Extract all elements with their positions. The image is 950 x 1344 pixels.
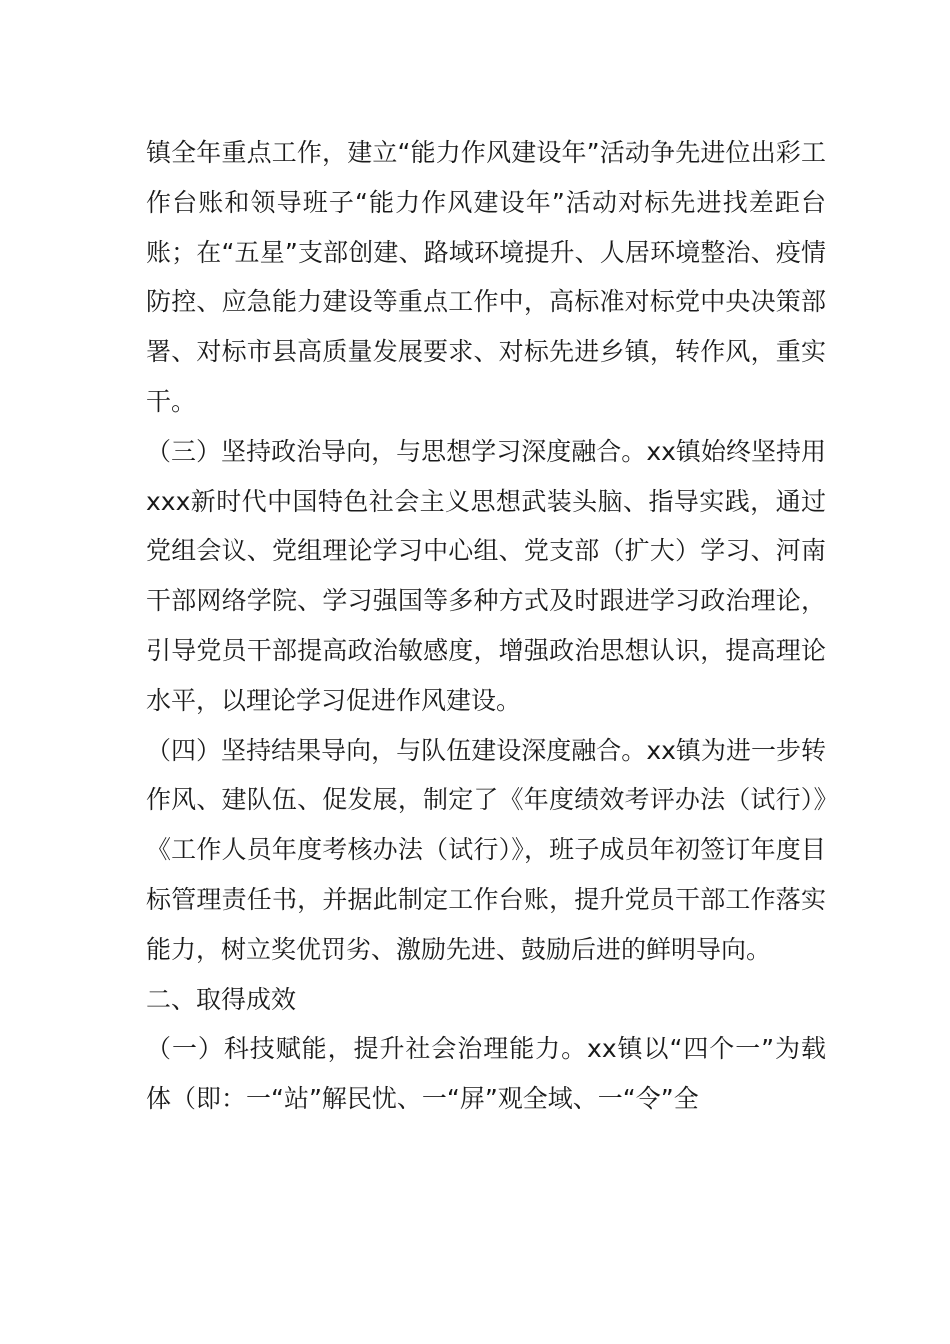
document-body bbox=[146, 128, 826, 1124]
paragraph-achievement-one: （一）科技赋能，提升社会治理能力。xx镇以“四个一”为载体（即：一“站”解民忧、一“屏”观全域、一“令”全 bbox=[146, 1034, 826, 1114]
paragraph-continuation: 镇全年重点工作，建立“能力作风建设年”活动争先进位出彩工作台账和领导班子“能力作风建设年”活动对标先进找差距台账；在“五星”支部创建、路域环境提升、人居环境整治、疫情防控、应急能力建设等重点工作中，高标准对标党中央决策部署、对标市县高质量发展要求、对标先进乡镇，转作风，重实干。 bbox=[146, 138, 826, 416]
heading-achievements: 二、取得成效 bbox=[146, 984, 297, 1014]
paragraph-section-four: （四）坚持结果导向，与队伍建设深度融合。xx镇为进一步转作风、建队伍、促发展，制定了《年度绩效考评办法（试行）》《工作人员年度考核办法（试行）》，班子成员年初签订年度目标管理责任书，并据此制定工作台账，提升党员干部工作落实能力，树立奖优罚劣、激励先进、鼓励后进的鲜明导向。 bbox=[146, 735, 826, 964]
paragraph-section-three: （三）坚持政治导向，与思想学习深度融合。xx镇始终坚持用xxx新时代中国特色社会主义思想武装头脑、指导实践，通过党组会议、党组理论学习中心组、党支部（扩大）学习、河南干部网络学院、学习强国等多种方式及时跟进学习政治理论，引导党员干部提高政治敏感度，增强政治思想认识，提高理论水平，以理论学习促进作风建设。 bbox=[146, 436, 826, 715]
